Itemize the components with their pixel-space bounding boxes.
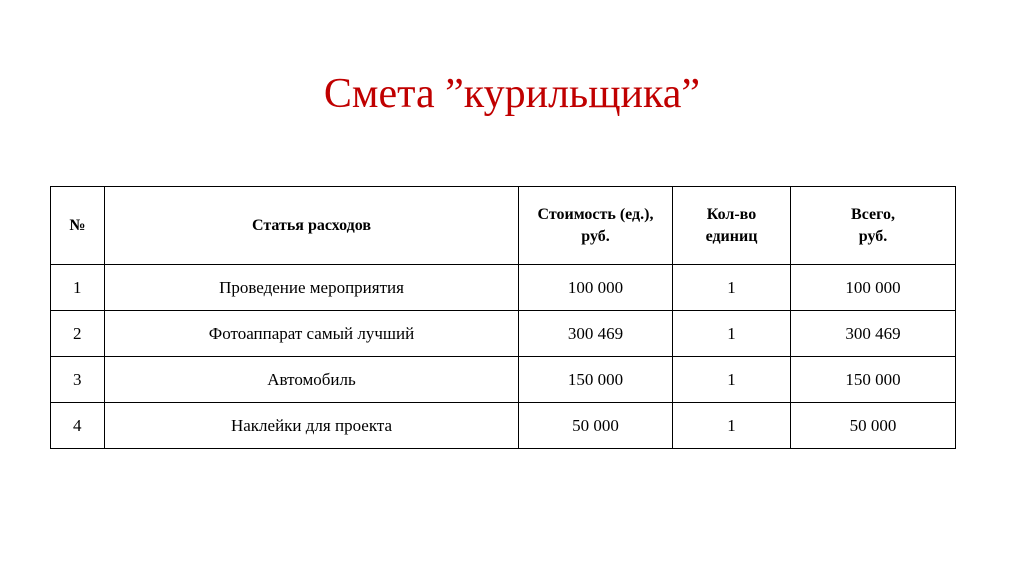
cell-expense-item: Наклейки для проекта [105, 403, 519, 449]
cell-quantity: 1 [673, 311, 791, 357]
cell-expense-item: Автомобиль [105, 357, 519, 403]
header-number: № [51, 187, 105, 265]
cell-total: 50 000 [791, 403, 956, 449]
cell-expense-item: Проведение мероприятия [105, 265, 519, 311]
cell-unit-cost: 300 469 [519, 311, 673, 357]
table-row [51, 265, 956, 311]
table-row [51, 311, 956, 357]
cell-number: 3 [51, 357, 105, 403]
cell-unit-cost: 100 000 [519, 265, 673, 311]
cell-number: 2 [51, 311, 105, 357]
cell-number: 4 [51, 403, 105, 449]
cell-unit-cost: 150 000 [519, 357, 673, 403]
page-title: Смета ”курильщика” [323, 71, 701, 117]
header-unit-cost: Стоимость (ед.), руб. [519, 187, 673, 265]
cell-total: 300 469 [791, 311, 956, 357]
table-row [51, 403, 956, 449]
cell-quantity: 1 [673, 403, 791, 449]
budget-table [50, 186, 956, 449]
header-quantity: Кол-во единиц [673, 187, 791, 265]
table-header-row [51, 187, 956, 265]
cell-number: 1 [51, 265, 105, 311]
table-row [51, 357, 956, 403]
cell-total: 150 000 [791, 357, 956, 403]
cell-quantity: 1 [673, 265, 791, 311]
cell-expense-item: Фотоаппарат самый лучший [105, 311, 519, 357]
cell-unit-cost: 50 000 [519, 403, 673, 449]
cell-total: 100 000 [791, 265, 956, 311]
cell-quantity: 1 [673, 357, 791, 403]
header-expense-item: Статья расходов [105, 187, 519, 265]
header-total: Всего, руб. [791, 187, 956, 265]
